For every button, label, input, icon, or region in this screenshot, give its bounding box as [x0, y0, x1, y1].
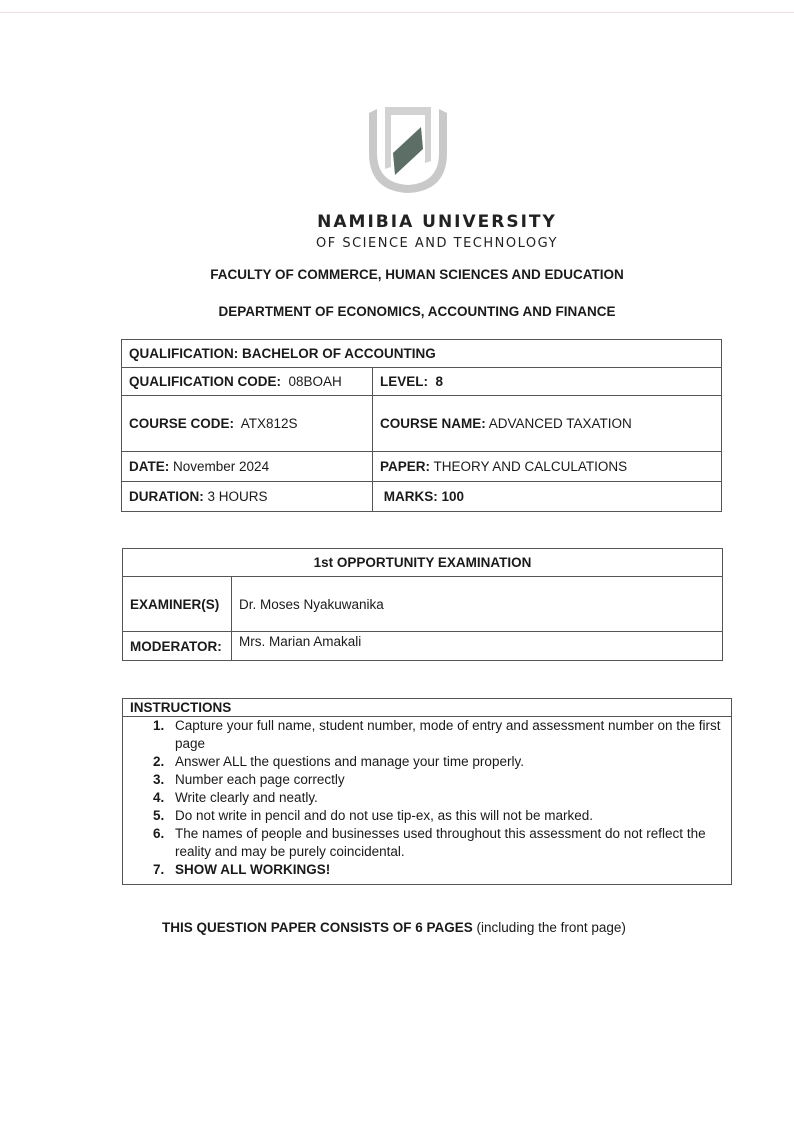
instruction-item: 3. Number each page correctly: [153, 772, 345, 787]
instruction-item: 6. The names of people and businesses used throughout this assessment do not reflect the reality and may be purely coincidental.: [153, 826, 706, 859]
qualification-code-cell: QUALIFICATION CODE: 08BOAH: [122, 368, 373, 396]
instructions-heading: INSTRUCTIONS: [123, 699, 731, 717]
instruction-item: 4. Write clearly and neatly.: [153, 790, 318, 805]
course-name-cell: COURSE NAME: ADVANCED TAXATION: [373, 396, 722, 452]
page-count-note: THIS QUESTION PAPER CONSISTS OF 6 PAGES (including the front page): [162, 920, 626, 935]
department-heading: DEPARTMENT OF ECONOMICS, ACCOUNTING AND FINANCE: [218, 304, 616, 319]
faculty-heading: FACULTY OF COMMERCE, HUMAN SCIENCES AND EDUCATION: [210, 267, 624, 282]
examiners-table: [122, 548, 723, 661]
instruction-item: 1. Capture your full name, student number, mode of entry and assessment number on the first page: [153, 718, 721, 751]
university-name: NAMIBIA UNIVERSITY: [317, 212, 557, 232]
course-code-cell: COURSE CODE: ATX812S: [122, 396, 373, 452]
instruction-item: 2. Answer ALL the questions and manage your time properly.: [153, 754, 524, 769]
course-details-table: [121, 339, 722, 512]
date-cell: DATE: November 2024: [122, 452, 373, 482]
instruction-item: 7. SHOW ALL WORKINGS!: [153, 862, 331, 877]
instructions-list: [123, 717, 731, 879]
marks-cell: MARKS: 100: [373, 482, 722, 512]
exam-title-cell: 1st OPPORTUNITY EXAMINATION: [123, 549, 723, 577]
examiner-name-cell: Dr. Moses Nyakuwanika: [232, 577, 723, 632]
university-subtitle: OF SCIENCE AND TECHNOLOGY: [316, 236, 558, 251]
moderator-name-cell: Mrs. Marian Amakali: [232, 632, 723, 661]
qualification-cell: QUALIFICATION: BACHELOR OF ACCOUNTING: [122, 340, 722, 368]
instructions-box: [122, 698, 732, 885]
instruction-item: 5. Do not write in pencil and do not use tip-ex, as this will not be marked.: [153, 808, 593, 823]
examiner-label-cell: EXAMINER(S): [123, 577, 232, 632]
paper-cell: PAPER: THEORY AND CALCULATIONS: [373, 452, 722, 482]
level-cell: LEVEL: 8: [373, 368, 722, 396]
university-logo-icon: [365, 103, 451, 195]
duration-cell: DURATION: 3 HOURS: [122, 482, 373, 512]
moderator-label-cell: MODERATOR:: [123, 632, 232, 661]
scan-edge-line: [0, 12, 794, 13]
